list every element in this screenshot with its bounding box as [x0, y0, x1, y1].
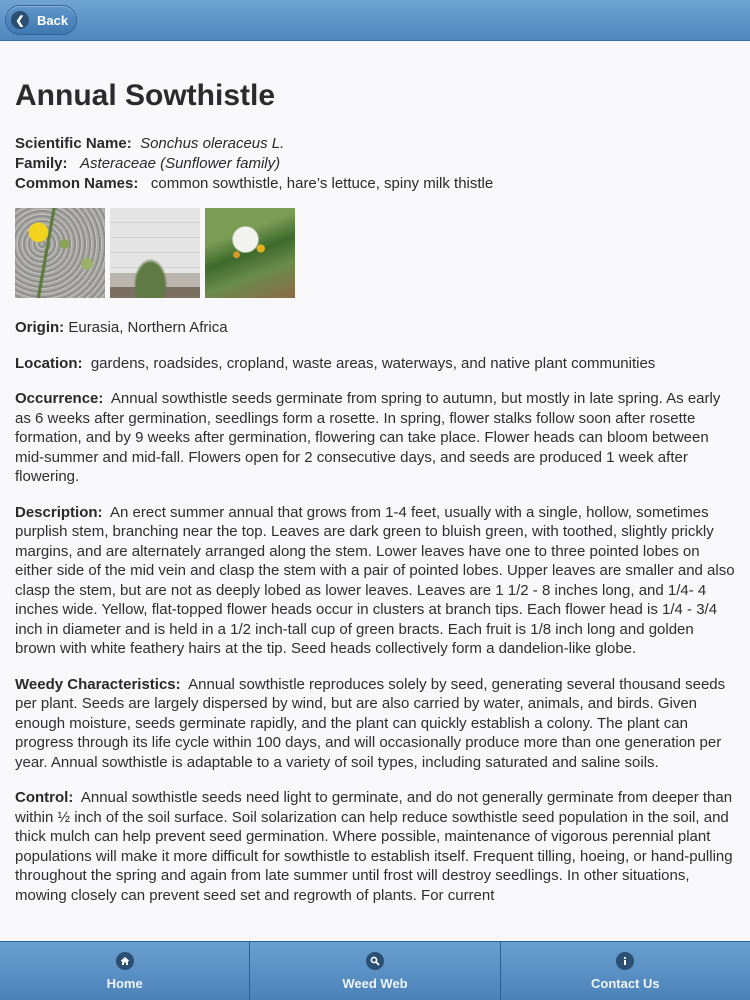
- scientific-name-value: Sonchus oleraceus L.: [140, 135, 285, 152]
- origin-section: [15, 318, 735, 338]
- section-text: Annual sowthistle reproduces solely by seed, generating several thousand seeds per plant. Seeds are largely dispersed by wind, but are also carried by water, animals, and birds. Given enough moisture, seeds germinate rapidly, and the plant can quickly establish a colony. The plant can progress through its life cycle within 100 days, and will occasionally produce more than one generation per year. Annual sowthistle is adaptable to a variety of soil types, including saturated and saline soils.: [15, 675, 726, 771]
- weedy-characteristics-section: [15, 675, 735, 773]
- nav-weed-web[interactable]: [250, 942, 500, 1000]
- taxonomy-info: [15, 134, 735, 194]
- bottom-navbar: [0, 941, 750, 1000]
- nav-contact-us[interactable]: [501, 942, 750, 1000]
- home-icon: [116, 952, 134, 970]
- content-area[interactable]: [0, 41, 750, 941]
- plant-photo-seed-head[interactable]: [205, 208, 295, 298]
- header-bar: [0, 0, 750, 41]
- scientific-name-row: [15, 134, 735, 154]
- common-names-value: common sowthistle, hare’s lettuce, spiny milk thistle: [150, 175, 494, 192]
- scientific-name-label: Scientific Name:: [15, 135, 132, 152]
- occurrence-section: [15, 389, 735, 487]
- back-button[interactable]: [5, 5, 77, 35]
- control-section: [15, 788, 735, 905]
- section-text: Eurasia, Northern Africa: [68, 319, 228, 336]
- description-section: [15, 503, 735, 659]
- nav-home[interactable]: [0, 942, 250, 1000]
- nav-label: Home: [106, 975, 143, 991]
- section-text: An erect summer annual that grows from 1-4 feet, usually with a single, hollow, sometimes purplish stem, branching near the top. Leaves are dark green to bluish green, with toothed, slightly prickly margins, and are alternately arranged along the stem. Lower leaves have one to three pointed lobes on either side of the mid vein and clasp the stem with a pair of pointed lobes. Upper leaves are smaller and also clasp the stem, but are not as deeply lobed as lower leaves. Leaves are 1 1/2 - 8 inches long, and 1/4- 4 inches wide. Yellow, flat-topped flower heads occur in clusters at branch tips. Each flower head is 1/4 - 3/4 inch in diameter and is held in a 1/2 inch-tall cup of green bracts. Each fruit is 1/8 inch long and golden brown with white feathery hairs at the tip. Seed heads collectively form a dandelion-like globe.: [15, 503, 735, 657]
- section-text: Annual sowthistle seeds need light to germinate, and do not generally germinate from deeper than within ½ inch of the soil surface. Soil solarization can help reduce sowthistle seed population in the soil, and thick mulch can help prevent seed germination. Where possible, maintenance of vigorous perennial plant populations will make it more difficult for sowthistle to establish itself. Frequent tilling, hoeing, or hand-pulling throughout the spring and again from late summer until frost will destroy seedlings. In other situations, mowing closely can prevent seed set and regrowth of plants. For current: [15, 789, 733, 904]
- search-icon: [366, 952, 384, 970]
- section-label: Weedy Characteristics:: [15, 675, 181, 693]
- family-value: Asteraceae (Sunflower family): [80, 155, 281, 172]
- info-icon: [616, 952, 634, 970]
- common-names-row: [15, 174, 735, 194]
- plant-photo-flower[interactable]: [15, 208, 105, 298]
- section-label: Occurrence:: [15, 390, 104, 407]
- nav-label: Contact Us: [591, 975, 660, 991]
- nav-label: Weed Web: [342, 975, 408, 991]
- image-gallery: [15, 208, 735, 298]
- section-label: Description:: [15, 503, 103, 521]
- section-label: Location:: [15, 354, 83, 372]
- section-label: Control:: [15, 789, 74, 806]
- location-section: [15, 354, 735, 374]
- section-text: gardens, roadsides, cropland, waste areas, waterways, and native plant communities: [90, 354, 656, 372]
- chevron-left-icon: ❮: [11, 11, 29, 29]
- family-row: [15, 154, 735, 174]
- plant-photo-whole-plant[interactable]: [110, 208, 200, 298]
- section-text: Annual sowthistle seeds germinate from spring to autumn, but mostly in late spring. As early as 6 weeks after germination, seedlings form a rosette. In spring, flower stalks follow soon after rosette formation, and by 9 weeks after germination, flowering can take place. Flower heads can bloom between mid-summer and mid-fall. Flowers open for 2 consecutive days, and seeds are produced 1 week after flowering.: [15, 390, 721, 485]
- back-label: Back: [37, 12, 69, 28]
- section-label: Origin:: [15, 319, 65, 336]
- page-title: Annual Sowthistle: [15, 79, 276, 112]
- family-label: Family:: [15, 155, 68, 172]
- common-names-label: Common Names:: [15, 175, 139, 192]
